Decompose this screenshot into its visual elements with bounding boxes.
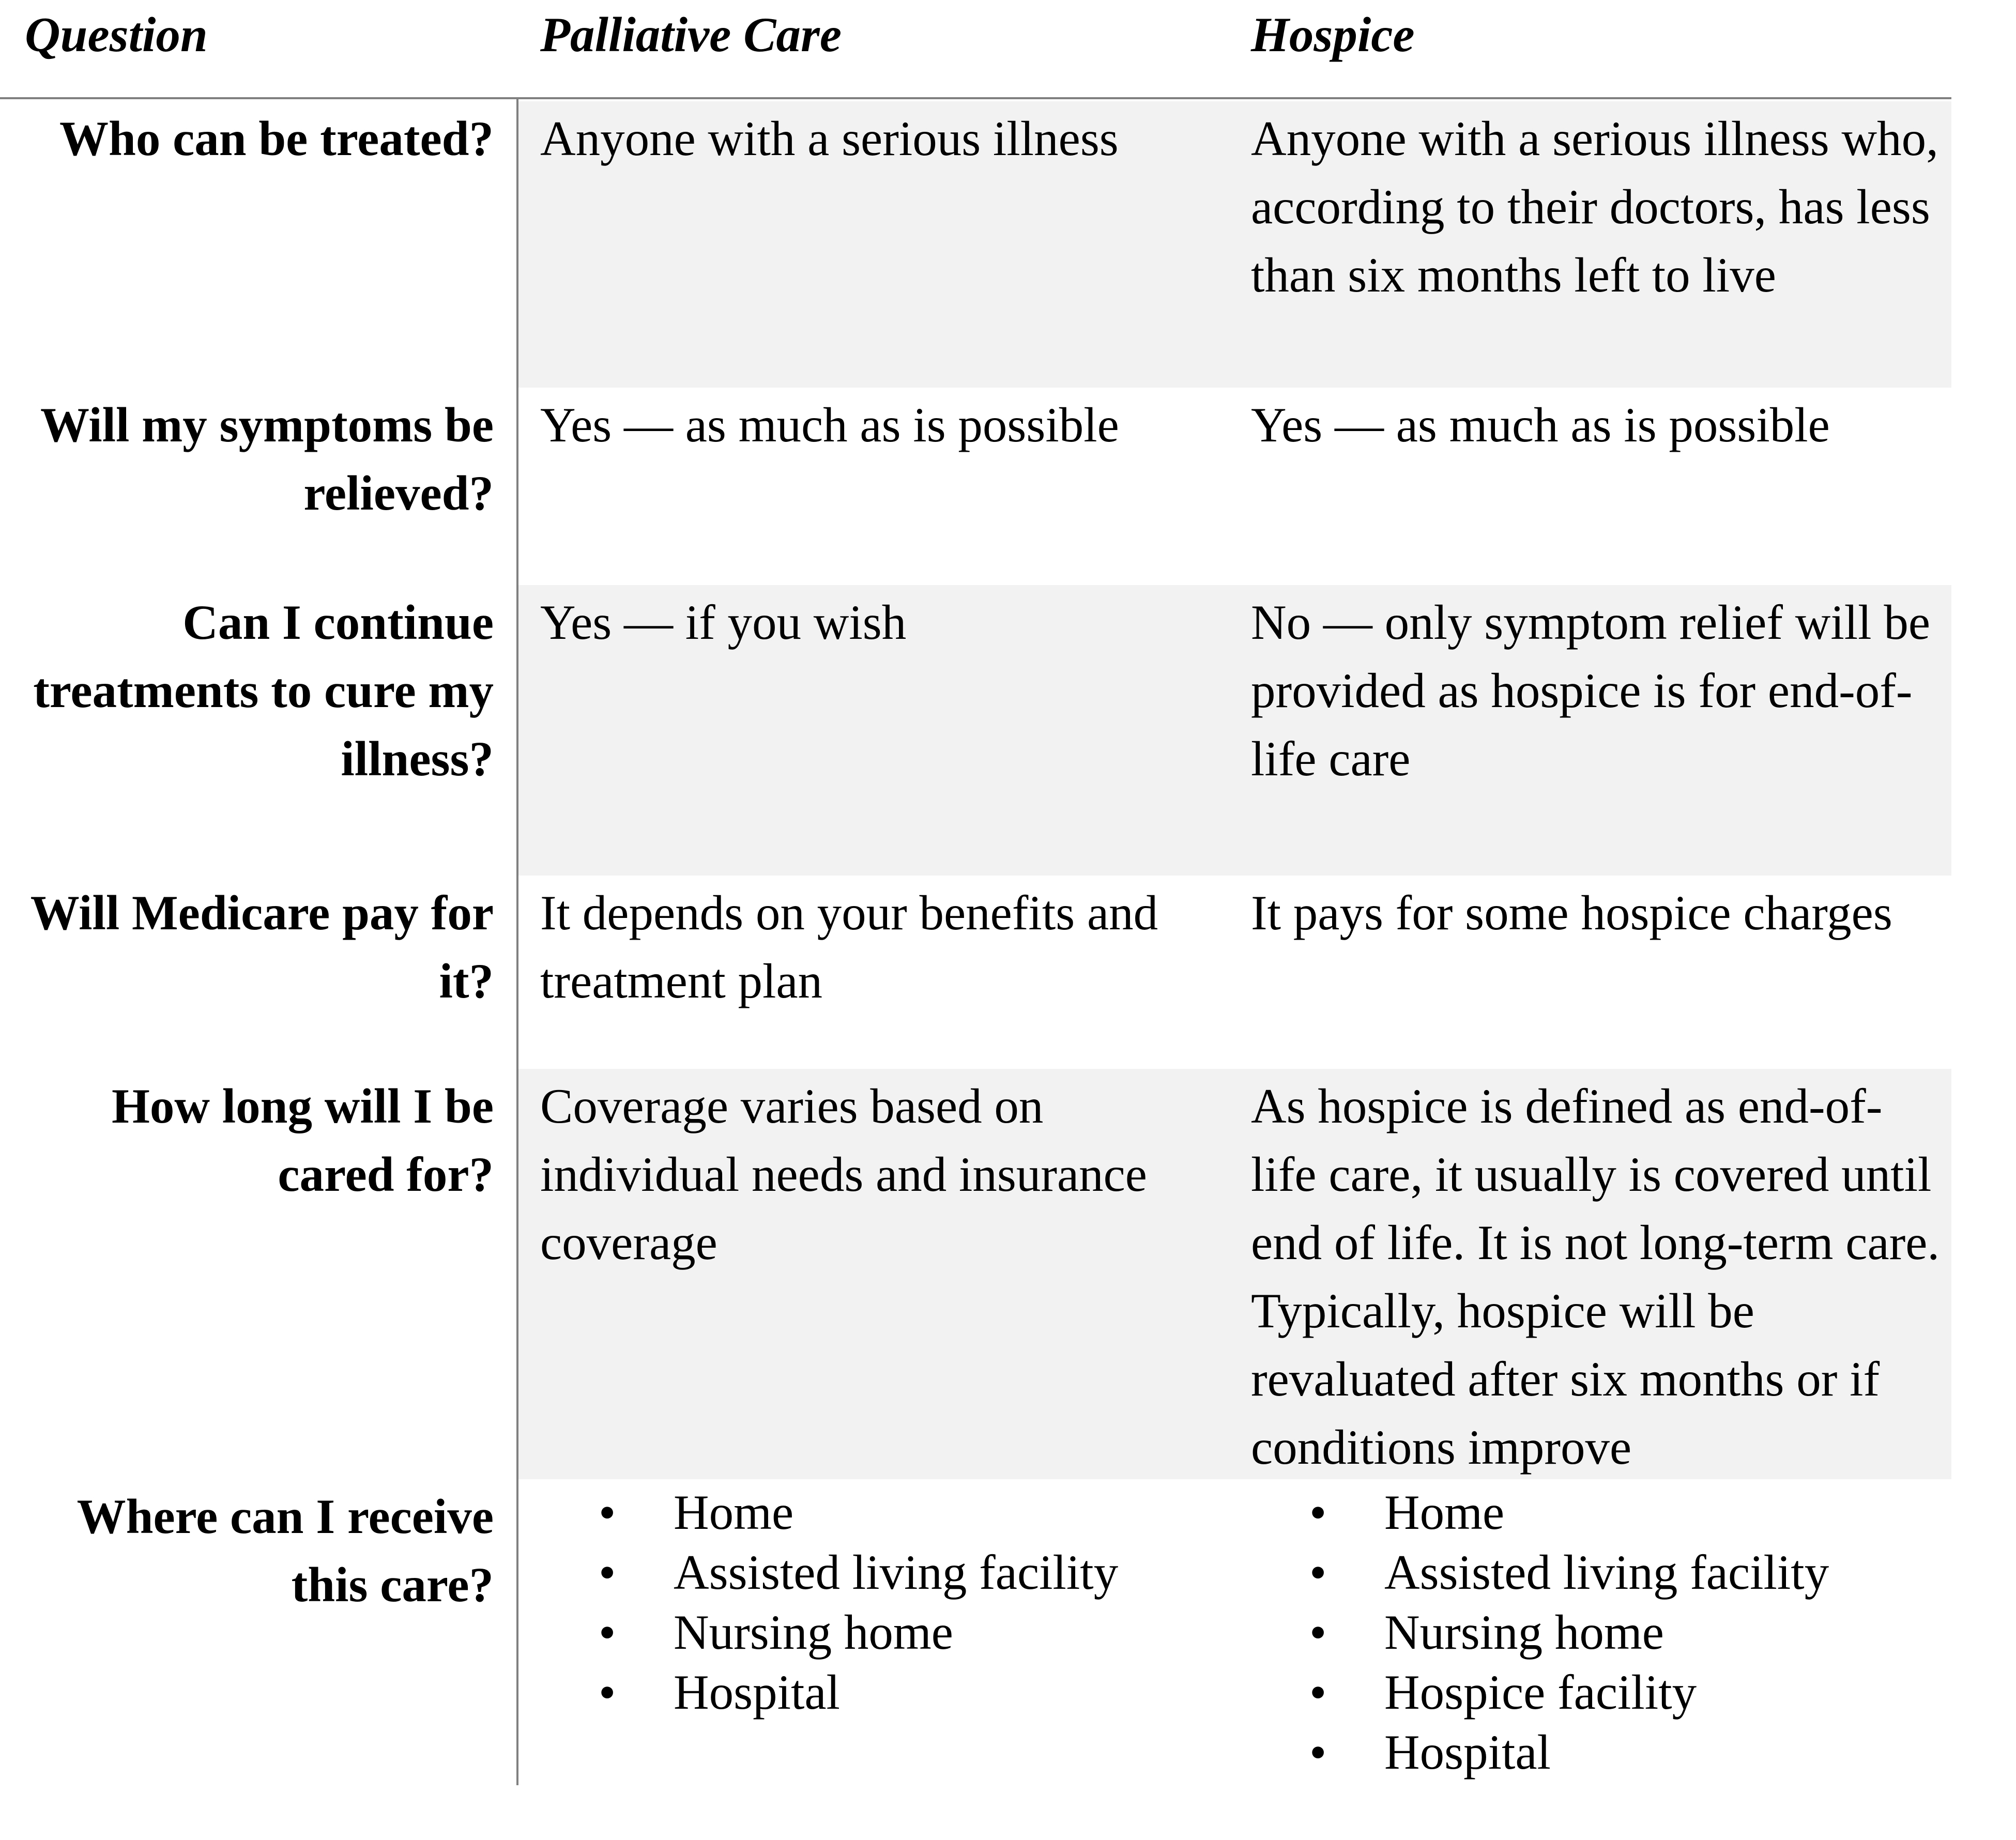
list-item [1229, 1542, 1948, 1602]
header-question: Question [25, 7, 208, 62]
row-question: Will Medicare pay for it? [30, 885, 494, 1008]
list-item [518, 1662, 1232, 1722]
table-row [0, 1069, 1951, 1479]
row-palliative-locations [518, 1482, 1232, 1722]
bullet-icon: • [599, 1605, 616, 1660]
table-row [0, 1479, 1951, 1785]
list-item [1229, 1482, 1948, 1542]
list-item [1229, 1602, 1948, 1662]
list-item-label: Hospice facility [1384, 1665, 1697, 1720]
row-question: Who can be treated? [59, 111, 494, 166]
list-item-label: Home [1384, 1485, 1505, 1540]
row-hospice-answer: As hospice is defined as end-of-life care, it usually is covered until end of life. It is not long-term care. Typically, hospice will be revaluated after six months or if conditions improve [1251, 1079, 1940, 1475]
row-question: How long will I be cared for? [112, 1079, 494, 1202]
row-question: Will my symptoms be relieved? [40, 397, 494, 520]
row-hospice-answer: Yes — as much as is possible [1251, 397, 1830, 452]
bullet-icon: • [599, 1545, 616, 1600]
table-row [0, 876, 1951, 1069]
table-header [0, 0, 1951, 99]
row-hospice-answer: It pays for some hospice charges [1251, 885, 1892, 940]
row-palliative-answer: Yes — if you wish [540, 595, 907, 650]
bullet-icon: • [1309, 1485, 1327, 1540]
list-item-label: Nursing home [674, 1605, 953, 1660]
list-item-label: Hospital [674, 1665, 840, 1720]
table-row [0, 388, 1951, 585]
bullet-icon: • [599, 1485, 616, 1540]
list-item-label: Hospital [1384, 1725, 1551, 1780]
list-item [518, 1542, 1232, 1602]
bullet-icon: • [599, 1665, 616, 1720]
list-item [1229, 1722, 1948, 1782]
bullet-icon: • [1309, 1605, 1327, 1660]
row-palliative-answer: Coverage varies based on individual needs and insurance coverage [540, 1079, 1147, 1270]
table-row [0, 101, 1951, 388]
list-item-label: Assisted living facility [674, 1545, 1119, 1600]
hospice-location-list [1229, 1482, 1948, 1782]
row-hospice-locations [1229, 1482, 1948, 1782]
list-item-label: Home [674, 1485, 794, 1540]
list-item [518, 1602, 1232, 1662]
bullet-icon: • [1309, 1545, 1327, 1600]
row-hospice-answer: Anyone with a serious illness who, according to their doctors, has less than six months left to live [1251, 111, 1938, 302]
bullet-icon: • [1309, 1725, 1327, 1780]
list-item [518, 1482, 1232, 1542]
header-hospice: Hospice [1251, 7, 1415, 62]
table-row [0, 585, 1951, 876]
row-palliative-answer: Yes — as much as is possible [540, 397, 1119, 452]
list-item [1229, 1662, 1948, 1722]
header-palliative-care: Palliative Care [540, 7, 842, 62]
row-hospice-answer: No — only symptom relief will be provided as hospice is for end-of-life care [1251, 595, 1930, 786]
palliative-location-list [518, 1482, 1232, 1722]
bullet-icon: • [1309, 1665, 1327, 1720]
row-palliative-answer: It depends on your benefits and treatment plan [540, 885, 1158, 1008]
list-item-label: Assisted living facility [1384, 1545, 1829, 1600]
row-palliative-answer: Anyone with a serious illness [540, 111, 1119, 166]
list-item-label: Nursing home [1384, 1605, 1664, 1660]
row-question: Can I continue treatments to cure my illness? [33, 595, 494, 786]
row-question: Where can I receive this care? [77, 1489, 494, 1612]
